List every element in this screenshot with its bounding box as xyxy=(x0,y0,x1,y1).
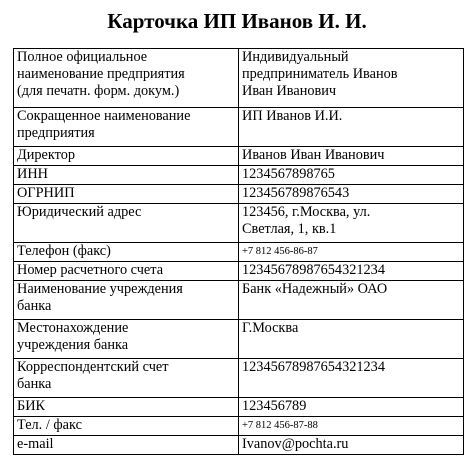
label-correspondent-account: Корреспондентский счет банка xyxy=(14,359,239,398)
value-bank-location: Г.Москва xyxy=(239,320,464,359)
value-account-number: 12345678987654321234 xyxy=(239,262,464,281)
table-row-bik xyxy=(14,398,464,417)
table-row-phone xyxy=(14,243,464,262)
label-bank-location: Местонахождение учреждения банка xyxy=(14,320,239,359)
value-tel-fax: +7 812 456-87-88 xyxy=(239,417,464,436)
label-bik: БИК xyxy=(14,398,239,417)
table-row-tel-fax xyxy=(14,417,464,436)
table-row-legal-address xyxy=(14,204,464,243)
table-row-full-name xyxy=(14,49,464,108)
table-row-bank-name xyxy=(14,281,464,320)
label-tel-fax: Тел. / факс xyxy=(14,417,239,436)
value-short-name: ИП Иванов И.И. xyxy=(239,108,464,147)
label-phone: Телефон (факс) xyxy=(14,243,239,262)
value-bank-name: Банк «Надежный» ОАО xyxy=(239,281,464,320)
label-bank-name: Наименование учреждения банка xyxy=(14,281,239,320)
requisites-table xyxy=(13,48,464,455)
label-legal-address: Юридический адрес xyxy=(14,204,239,243)
table-row-email xyxy=(14,436,464,455)
label-director: Директор xyxy=(14,147,239,166)
card-title: Карточка ИП Иванов И. И. xyxy=(107,9,367,33)
value-director: Иванов Иван Иванович xyxy=(239,147,464,166)
label-short-name: Сокращенное наименование предприятия xyxy=(14,108,239,147)
table-row-inn xyxy=(14,166,464,185)
value-legal-address: 123456, г.Москва, ул. Светлая, 1, кв.1 xyxy=(239,204,464,243)
value-bik: 123456789 xyxy=(239,398,464,417)
table-row-correspondent-account xyxy=(14,359,464,398)
label-ogrnip: ОГРНИП xyxy=(14,185,239,204)
table-row-account-number xyxy=(14,262,464,281)
value-ogrnip: 123456789876543 xyxy=(239,185,464,204)
value-phone: +7 812 456-86-87 xyxy=(239,243,464,262)
table-row-director xyxy=(14,147,464,166)
label-email: e-mail xyxy=(14,436,239,455)
value-email: Ivanov@pochta.ru xyxy=(239,436,464,455)
table-row-ogrnip xyxy=(14,185,464,204)
value-inn: 1234567898765 xyxy=(239,166,464,185)
label-account-number: Номер расчетного счета xyxy=(14,262,239,281)
table-row-bank-location xyxy=(14,320,464,359)
table-row-short-name xyxy=(14,108,464,147)
value-full-name: Индивидуальный предприниматель Иванов Иван Иванович xyxy=(239,49,464,108)
value-correspondent-account: 12345678987654321234 xyxy=(239,359,464,398)
label-inn: ИНН xyxy=(14,166,239,185)
label-full-name: Полное официальное наименование предприятия (для печатн. форм. докум.) xyxy=(14,49,239,108)
